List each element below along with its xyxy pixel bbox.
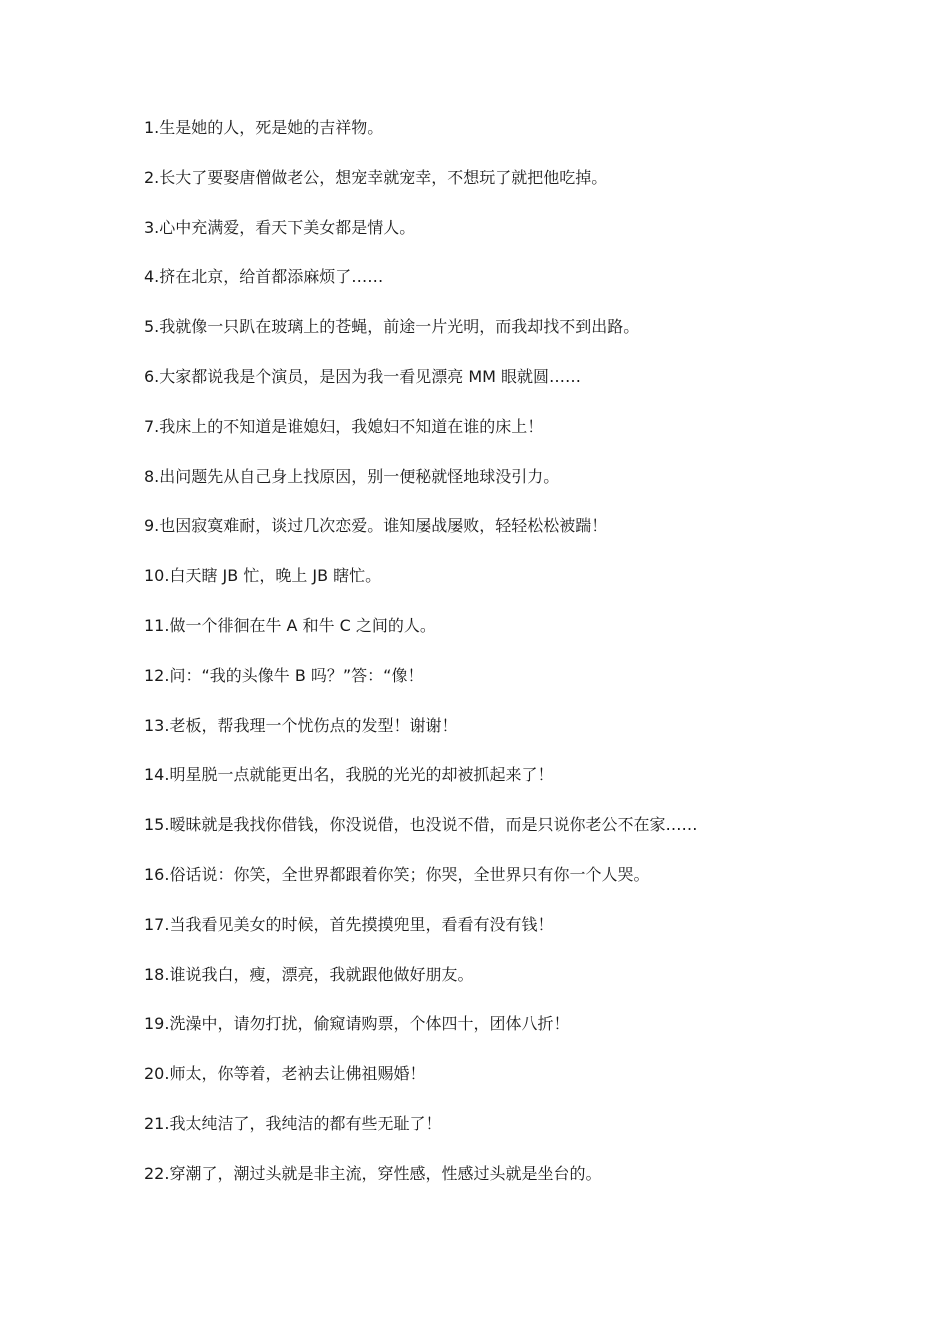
list-item: 16.俗话说：你笑，全世界都跟着你笑；你哭，全世界只有你一个人哭。: [144, 864, 650, 884]
list-item: 3.心中充满爱，看天下美女都是情人。: [144, 217, 416, 237]
list-item: 22.穿潮了，潮过头就是非主流，穿性感，性感过头就是坐台的。: [144, 1163, 602, 1183]
list-item: 19.洗澡中，请勿打扰，偷窥请购票，个体四十，团体八折！: [144, 1014, 570, 1034]
list-item: 7.我床上的不知道是谁媳妇，我媳妇不知道在谁的床上！: [144, 416, 544, 436]
list-item: 18.谁说我白，瘦，漂亮，我就跟他做好朋友。: [144, 964, 474, 984]
list-item: 20.师太，你等着，老衲去让佛祖赐婚！: [144, 1064, 426, 1084]
list-item: 12.问：“我的头像牛 B 吗？”答：“像！: [144, 665, 424, 685]
list-item: 11.做一个徘徊在牛 A 和牛 C 之间的人。: [144, 615, 436, 635]
list-item: 15.暧昧就是我找你借钱，你没说借，也没说不借，而是只说你老公不在家……: [144, 815, 698, 835]
list-item: 17.当我看见美女的时候，首先摸摸兜里，看看有没有钱！: [144, 914, 554, 934]
list-item: 1.生是她的人，死是她的吉祥物。: [144, 118, 384, 137]
list-item: 5.我就像一只趴在玻璃上的苍蝇，前途一片光明，而我却找不到出路。: [144, 317, 640, 337]
list-item: 21.我太纯洁了，我纯洁的都有些无耻了！: [144, 1113, 442, 1133]
joke-list: [144, 116, 824, 1212]
list-item: 10.白天瞎 JB 忙，晚上 JB 瞎忙。: [144, 566, 382, 586]
list-item: 13.老板，帮我理一个忧伤点的发型！谢谢！: [144, 715, 458, 735]
list-item: 6.大家都说我是个演员，是因为我一看见漂亮 MM 眼就圆……: [144, 366, 582, 386]
list-item: 14.明星脱一点就能更出名，我脱的光光的却被抓起来了！: [144, 765, 554, 785]
list-item: 4.挤在北京，给首都添麻烦了……: [144, 267, 384, 287]
list-item: 2.长大了要娶唐僧做老公，想宠幸就宠幸，不想玩了就把他吃掉。: [144, 167, 608, 187]
list-item: 9.也因寂寞难耐，谈过几次恋爱。谁知屡战屡败，轻轻松松被踹！: [144, 516, 608, 536]
list-item: 8.出问题先从自己身上找原因，别一便秘就怪地球没引力。: [144, 466, 560, 486]
